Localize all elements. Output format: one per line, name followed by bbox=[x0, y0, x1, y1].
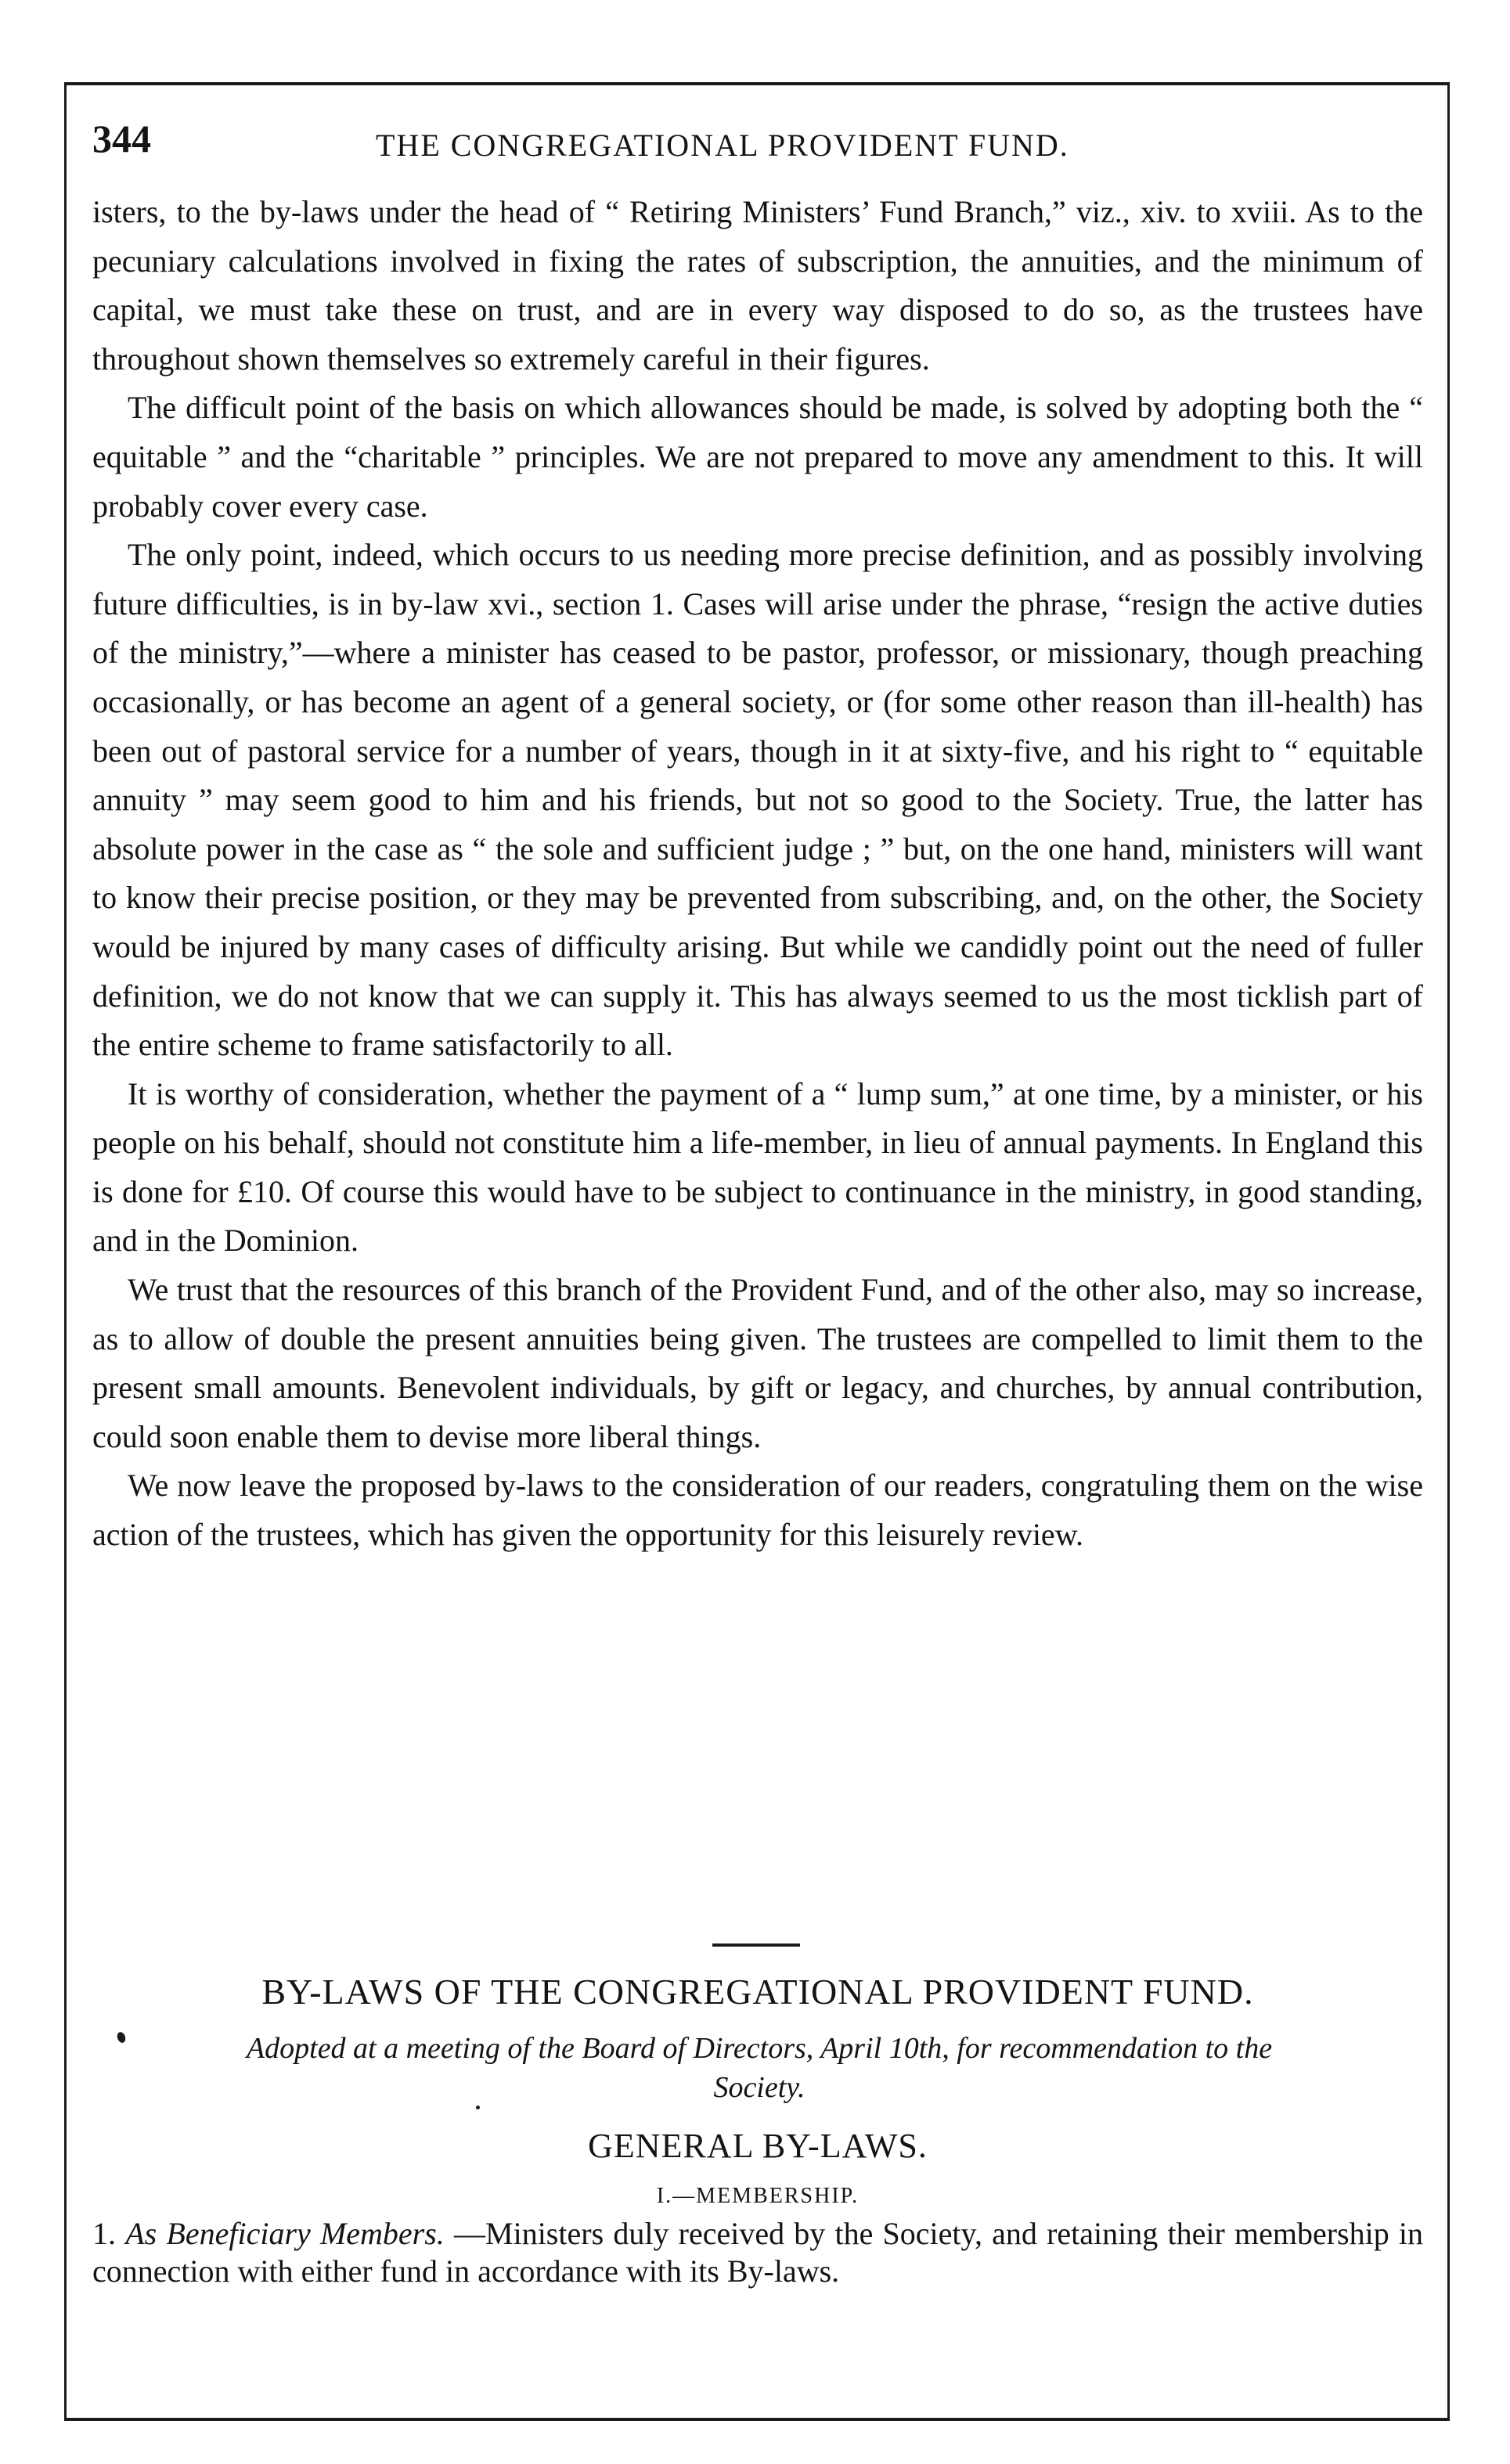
paragraph-6: We now leave the proposed by-laws to the consideration of our readers, congratuling them on the wise action of the trustees, which has given the opportunity for this leisurely review. bbox=[92, 1468, 1423, 1553]
ink-dot bbox=[476, 2106, 480, 2109]
page-number: 344 bbox=[92, 117, 151, 160]
clause-title: As Beneficiary Members. bbox=[125, 2216, 445, 2251]
bylaw-clause-1 bbox=[92, 2215, 1423, 2290]
article-body bbox=[92, 188, 1423, 1560]
paragraph-1: isters, to the by-laws under the head of “ Retiring Ministers’ Fund Branch,” viz., xiv. to xviii. As to the pecuniary calculations involved in fixing the rates of subscription, the annuities, and the minimum of capital, we must take these on trust, and are in every way disposed to do so, as the trustees have throughout shown themselves so extremely careful in their figures. bbox=[92, 194, 1423, 376]
paragraph-3: The only point, indeed, which occurs to us needing more precise definition, and as possibly involving future difficulties, is in by-law xvi., section 1. Cases will arise under the phrase, “resign the active duties of the ministry,”—where a minister has ceased to be pastor, professor, or missionary, though preaching occasionally, or has become an agent of a general society, or (for some other reason than ill-health) has been out of pastoral service for a number of years, though in it at sixty-five, and his right to “ equitable annuity ” may seem good to him and his friends, but not so good to the Society. True, the latter has absolute power in the case as “ the sole and sufficient judge ; ” but, on the one hand, ministers will want to know their precise position, or they may be prevented from subscribing, and, on the other, the Society would be injured by many cases of difficulty arising. But while we candidly point out the need of fuller definition, we do not know that we can supply it. This has always seemed to us the most ticklish part of the entire scheme to frame satisfactorily to all. bbox=[92, 537, 1423, 1063]
paragraph-5: We trust that the resources of this branch of the Provident Fund, and of the other also, may so increase, as to allow of double the present annuities being given. The trustees are compelled to limit them to the present small amounts. Benevolent individuals, by gift or legacy, and churches, by annual contribution, could soon enable them to devise more liberal things. bbox=[92, 1272, 1423, 1454]
bylaws-title: BY-LAWS OF THE CONGREGATIONAL PROVIDENT FUND. bbox=[261, 1972, 1254, 2012]
page-header bbox=[92, 116, 1439, 163]
general-bylaws-heading: GENERAL BY-LAWS. bbox=[588, 2127, 928, 2165]
paragraph-2: The difficult point of the basis on which allowances should be made, is solved by adopting both the “ equitable ” and the “charitable ” principles. We are not prepared to move any amendment to this. It will probably cover every case. bbox=[92, 390, 1423, 524]
section-divider bbox=[712, 1943, 800, 1947]
running-head: THE CONGREGATIONAL PROVIDENT FUND. bbox=[376, 128, 1069, 163]
paragraph-4: It is worthy of consideration, whether the payment of a “ lump sum,” at one time, by a minister, or his people on his behalf, should not constitute him a life-member, in lieu of annual payments. In England this is done for £10. Of course this would have to be subject to continuance in the ministry, in good standing, and in the Dominion. bbox=[92, 1075, 1423, 1259]
bylaws-subtitle: Adopted at a meeting of the Board of Directors, April 10th, for recommendation to the Society. bbox=[246, 2032, 1273, 2104]
clause-text: —Ministers duly received by the Society, and retaining their membership in connection with either fund in accordance with its By-laws. bbox=[92, 2216, 1424, 2289]
clause-number: 1. bbox=[92, 2216, 116, 2251]
membership-heading: I.—MEMBERSHIP. bbox=[656, 2184, 860, 2208]
